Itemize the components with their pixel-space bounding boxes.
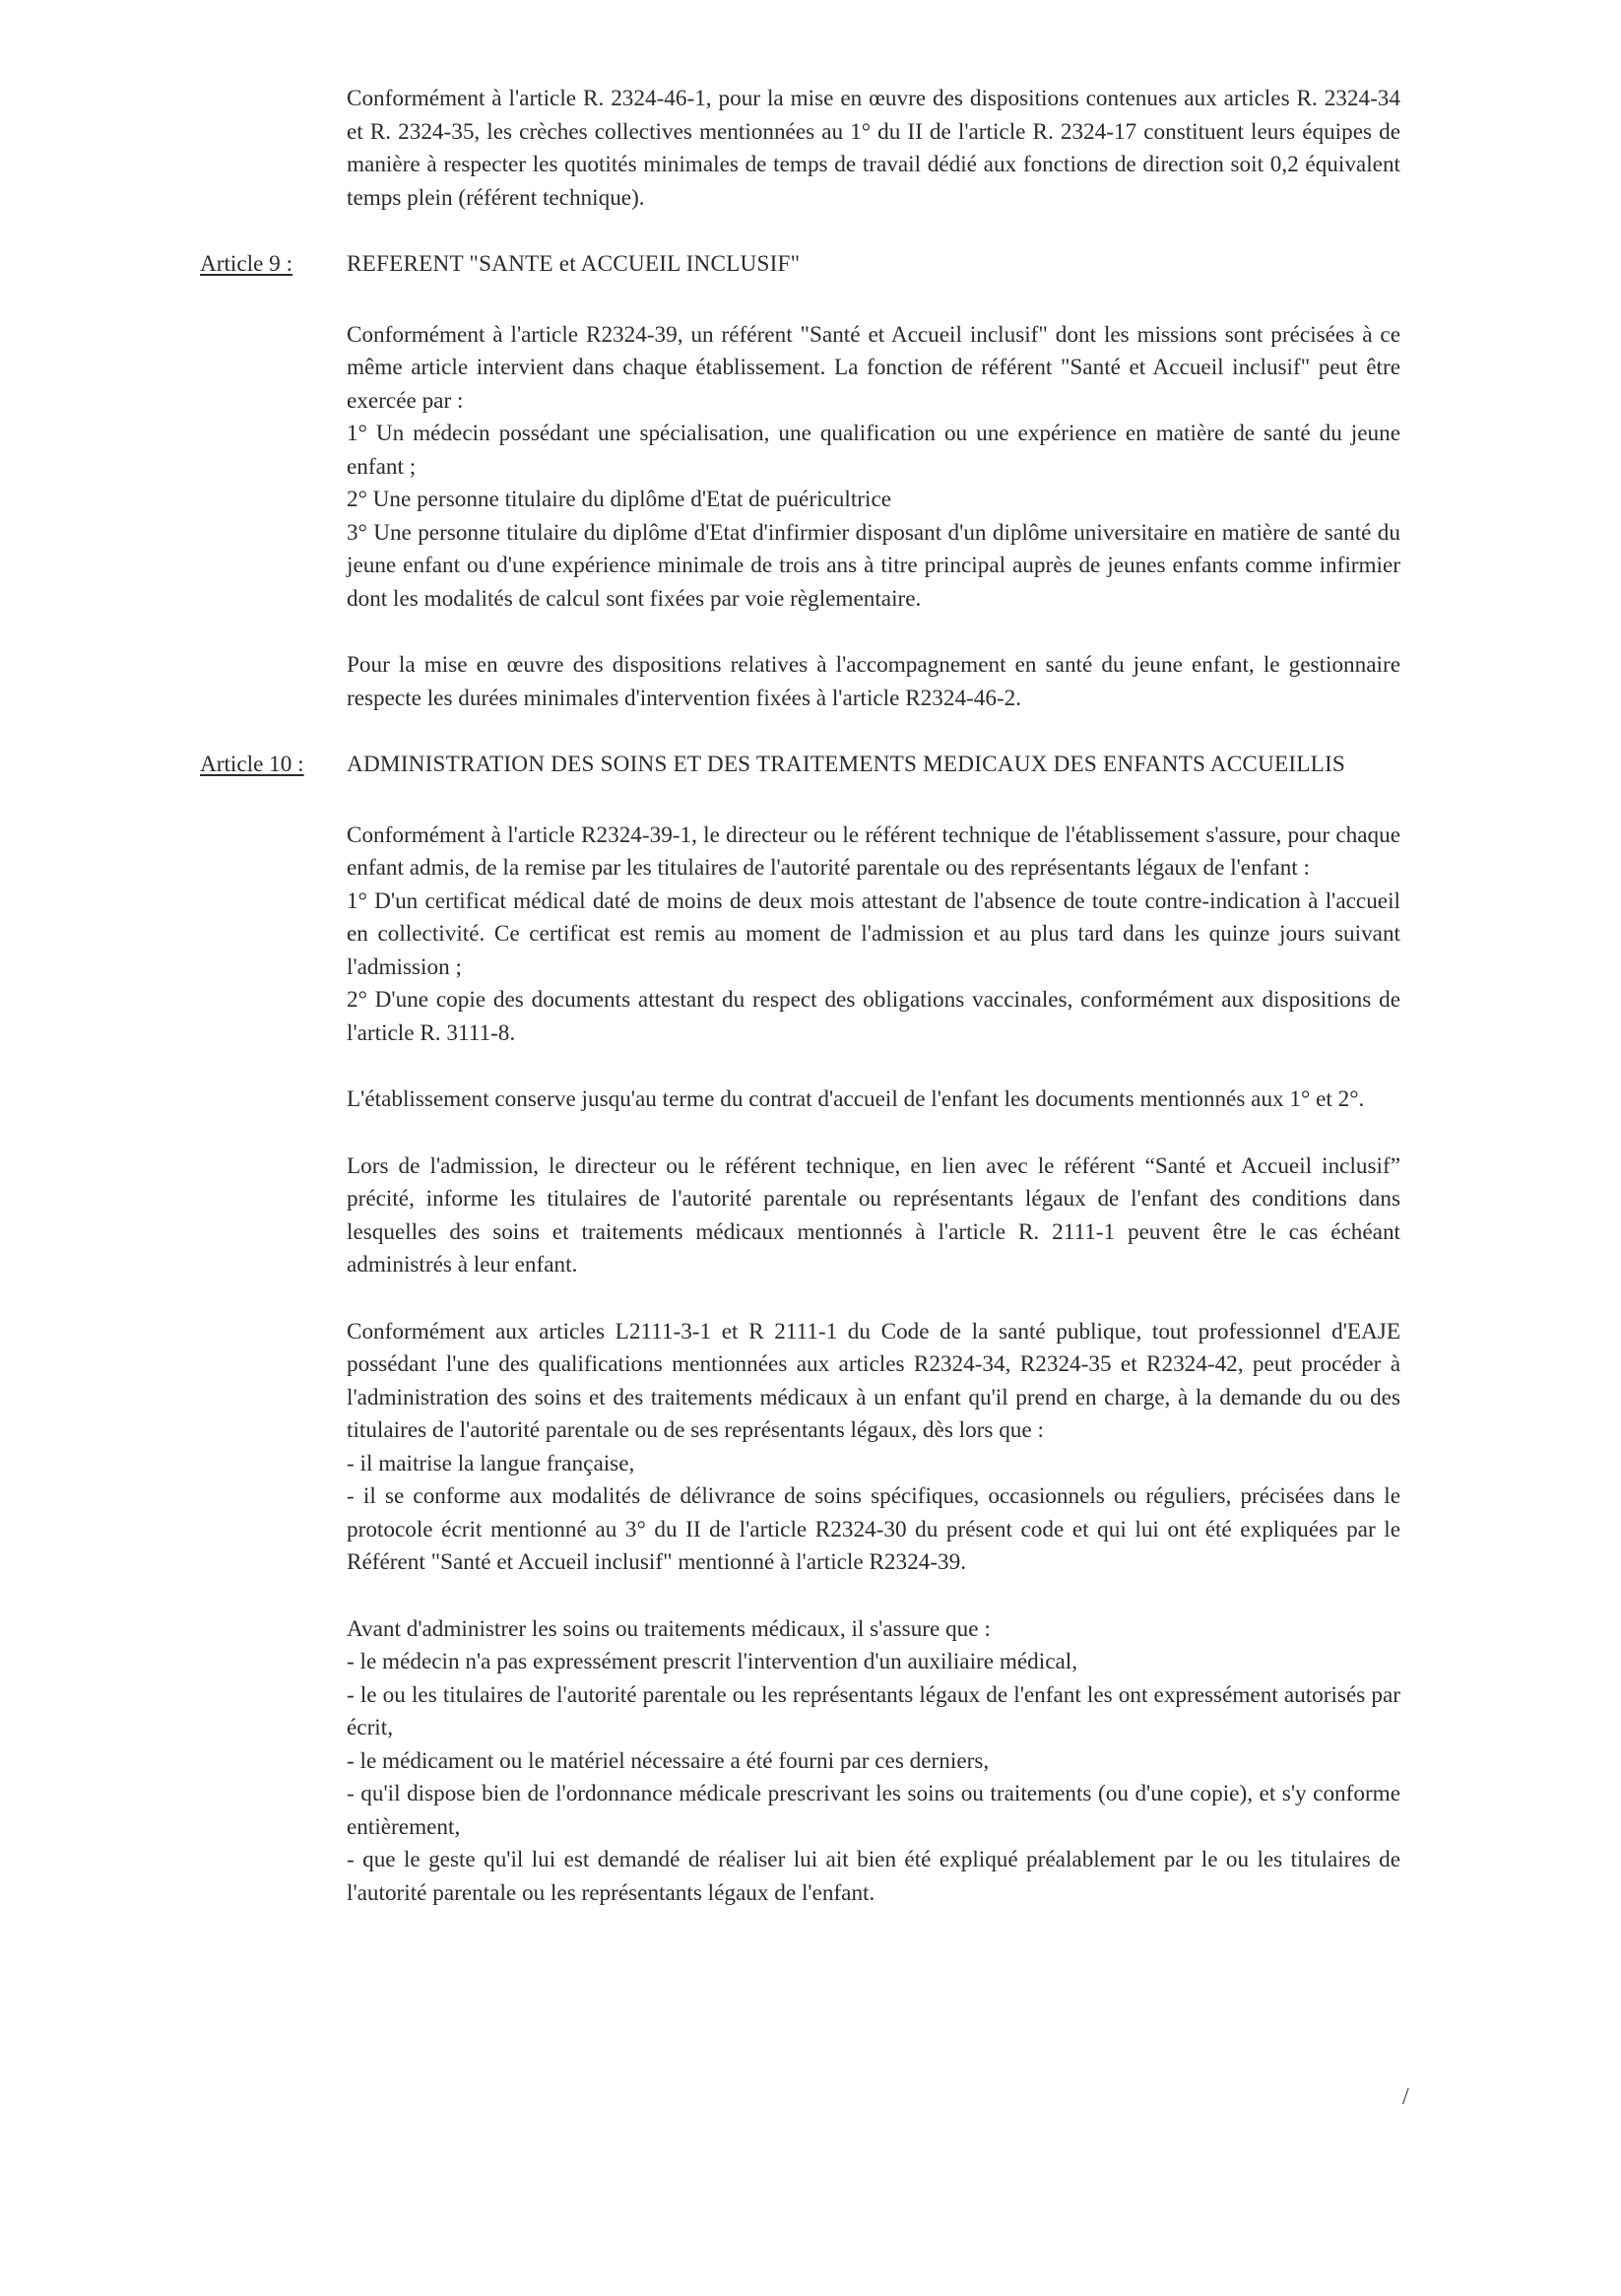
article-10-paragraph-2: L'établissement conserve jusqu'au terme du contrat d'accueil de l'enfant les documents mentionnés aux 1° et 2°. <box>347 1086 1365 1112</box>
article-10 <box>200 749 1400 782</box>
intro-paragraph: Conformément à l'article R. 2324-46-1, pour la mise en œuvre des dispositions contenues aux articles R. 2324-34 et R. 2324-35, les crèches collectives mentionnées au 1° du II de l'article R. 2324-17 constituent leurs équipes de manière à respecter les quotités minimales de temps de travail dédié aux fonctions de direction soit 0,2 équivalent temps plein (référent technique). <box>347 86 1400 211</box>
article-10-check-2: - le ou les titulaires de l'autorité parentale ou les représentants légaux de l'enfant les ont expressément autorisés par écrit, <box>347 1681 1400 1740</box>
article-10-label: Article 10 : <box>200 752 304 777</box>
article-10-check-4: - qu'il dispose bien de l'ordonnance médicale prescrivant les soins ou traitements (ou d'une copie), et s'y conforme entièrement, <box>347 1781 1400 1840</box>
article-10-paragraph-4: Conformément aux articles L2111-3-1 et R 2111-1 du Code de la santé publique, tout professionnel d'EAJE possédant l'une des qualifications mentionnées aux articles R2324-34, R2324-35 et R2324-42, peut procéder à l'administration des soins et des traitements médicaux à un enfant qu'il prend en charge, à la demande du ou des titulaires de l'autorité parentale ou de ses représentants légaux, dès lors que : <box>347 1318 1400 1443</box>
article-9-item-1: 1° Un médecin possédant une spécialisation, une qualification ou une expérience en matière de santé du jeune enfant ; <box>347 421 1400 480</box>
article-9 <box>200 248 1400 282</box>
article-10-title: ADMINISTRATION DES SOINS ET DES TRAITEMENTS MEDICAUX DES ENFANTS ACCUEILLIS <box>347 752 1346 777</box>
article-10-paragraph-1: Conformément à l'article R2324-39-1, le directeur ou le référent technique de l'établissement s'assure, pour chaque enfant admis, de la remise par les titulaires de l'autorité parentale ou des représentants légaux de l'enfant : <box>347 821 1400 881</box>
article-10-paragraph-5: Avant d'administrer les soins ou traitements médicaux, il s'assure que : <box>347 1615 991 1642</box>
article-10-check-3: - le médicament ou le matériel nécessaire a été fourni par ces derniers, <box>347 1747 990 1774</box>
document-body <box>200 83 1400 1910</box>
article-9-paragraph-1: Conformément à l'article R2324-39, un référent "Santé et Accueil inclusif" dont les missions sont précisées à ce même article intervient dans chaque établissement. La fonction de référent "Santé et Accueil inclusif" peut être exercée par : <box>347 321 1400 414</box>
article-9-label: Article 9 : <box>200 251 293 277</box>
article-9-item-3: 3° Une personne titulaire du diplôme d'Etat d'infirmier disposant d'un diplôme universitaire en matière de santé du jeune enfant ou d'une expérience minimale de trois ans à titre principal auprès de jeunes enfants comme infirmier dont les modalités de calcul sont fixées par voie règlementaire. <box>347 519 1400 612</box>
article-9-paragraph-2: Pour la mise en œuvre des dispositions relatives à l'accompagnement en santé du jeune enfant, le gestionnaire respecte les durées minimales d'intervention fixées à l'article R2324-46-2. <box>347 652 1400 711</box>
article-10-check-5: - que le geste qu'il lui est demandé de réaliser lui ait bien été expliqué préalablement par le ou les titulaires de l'autorité parentale ou les représentants légaux de l'enfant. <box>347 1847 1400 1906</box>
article-10-paragraph-3: Lors de l'admission, le directeur ou le référent technique, en lien avec le référent “Santé et Accueil inclusif” précité, informe les titulaires de l'autorité parentale ou représentants légaux de l'enfant des conditions dans lesquelles des soins et traitements médicaux mentionnés à l'article R. 2111-1 peuvent être le cas échéant administrés à leur enfant. <box>347 1152 1400 1278</box>
article-10-item-2: 2° D'une copie des documents attestant du respect des obligations vaccinales, conformément aux dispositions de l'article R. 3111-8. <box>347 987 1400 1046</box>
page-closing-mark: / <box>1402 2084 1409 2110</box>
article-10-condition-2: - il se conforme aux modalités de délivrance de soins spécifiques, occasionnels ou réguliers, précisées dans le protocole écrit mentionné au 3° du II de l'article R2324-30 du présent code et qui lui ont été expliquées par le Référent "Santé et Accueil inclusif" mentionné à l'article R2324-39. <box>347 1483 1400 1575</box>
article-10-condition-1: - il maitrise la langue française, <box>347 1450 635 1476</box>
article-10-item-1: 1° D'un certificat médical daté de moins de deux mois attestant de l'absence de toute contre-indication à l'accueil en collectivité. Ce certificat est remis au moment de l'admission et au plus tard dans les quinze jours suivant l'admission ; <box>347 887 1400 980</box>
article-9-item-2: 2° Une personne titulaire du diplôme d'Etat de puéricultrice <box>347 487 892 512</box>
article-9-title: REFERENT "SANTE et ACCUEIL INCLUSIF" <box>347 251 801 277</box>
article-10-check-1: - le médecin n'a pas expressément prescrit l'intervention d'un auxiliaire médical, <box>347 1649 1078 1674</box>
